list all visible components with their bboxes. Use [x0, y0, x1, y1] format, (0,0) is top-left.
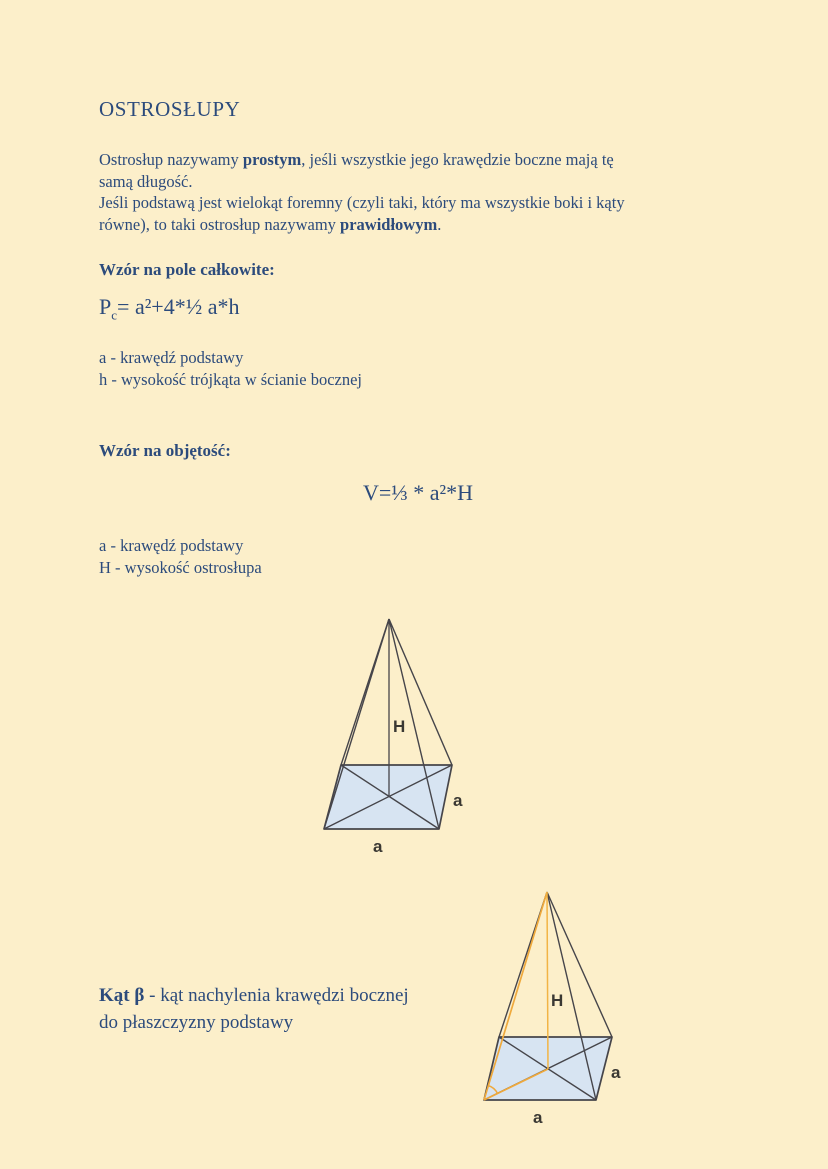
legend-item: a - krawędź podstawy [99, 348, 244, 367]
volume-section-heading: Wzór na objętość: [99, 441, 231, 460]
text-line [99, 982, 409, 1009]
height-label: H [393, 717, 406, 736]
formula-symbol: P [99, 294, 112, 319]
side-label: a [453, 791, 463, 810]
volume-legend [99, 535, 262, 579]
area-section-heading: Wzór na pole całkowite: [99, 260, 275, 279]
bold-text-segment: prostym [242, 150, 302, 169]
highlighted-height-line [547, 892, 548, 1069]
text-line [99, 149, 625, 171]
pyramid-diagram-2 [450, 878, 645, 1135]
intro-paragraph [99, 149, 625, 235]
text-line [99, 214, 625, 236]
area-legend [99, 347, 362, 391]
height-label: H [551, 991, 564, 1010]
pyramid-diagram-1 [300, 605, 480, 865]
legend-item: H - wysokość ostrosłupa [99, 558, 262, 577]
base-label: a [533, 1108, 543, 1127]
side-label: a [611, 1063, 621, 1082]
text-segment: , jeśli wszystkie jego krawędzie boczne mają tę [301, 150, 614, 169]
text-segment: równe), to taki ostrosłup nazywamy [99, 214, 341, 234]
text-segment: - kąt nachylenia krawędzi bocznej [144, 985, 409, 1006]
formula-subscript: c [111, 307, 118, 323]
text-segment: . [437, 214, 442, 234]
lateral-edge [547, 892, 612, 1037]
formula-expression: = a²+4*½ a*h [117, 294, 240, 319]
text-segment: Jeśli podstawą jest wielokąt foremny (czyli taki, który ma wszystkie boki i kąty [99, 193, 625, 212]
legend-item: a - krawędź podstawy [99, 536, 244, 555]
lateral-edge [389, 619, 452, 765]
text-segment: samą długość. [99, 171, 193, 191]
text-line [99, 192, 625, 214]
beta-caption [99, 982, 409, 1036]
bold-text-segment: prawidłowym [340, 214, 438, 234]
text-line [99, 171, 625, 193]
text-segment: Ostrosłup nazywamy [99, 150, 243, 169]
page-title: OSTROSŁUPY [99, 97, 241, 121]
bold-text-segment: Kąt β [99, 985, 145, 1006]
base-label: a [373, 837, 383, 856]
text-line: do płaszczyzny podstawy [99, 1012, 294, 1033]
area-formula [99, 294, 239, 323]
volume-formula: V=⅓ * a²*H [363, 480, 474, 505]
legend-item: h - wysokość trójkąta w ścianie bocznej [99, 370, 363, 389]
